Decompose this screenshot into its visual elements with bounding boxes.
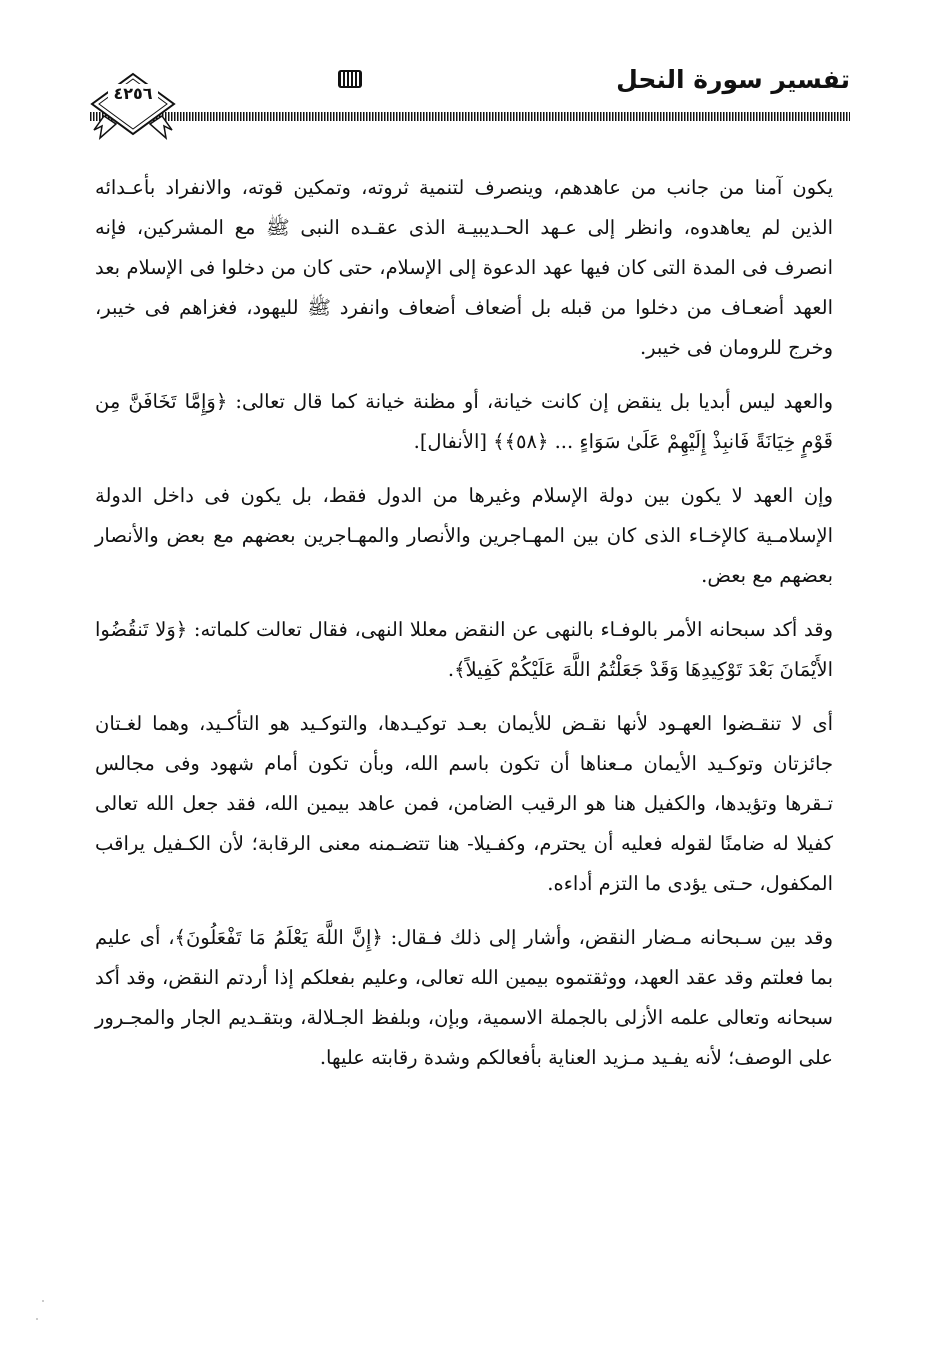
ornament-icon — [335, 66, 365, 92]
page-number: ٤٢٥٦ — [108, 84, 158, 104]
header-rule — [90, 112, 850, 121]
body-text — [95, 168, 833, 1092]
paragraph: وإن العهد لا يكون بين دولة الإسلام وغيرها من الدول فقط، بل يكون فى داخل الدولة الإسلامـية كالإخـاء الذى كان بين المهـاجرين والأنصار والمهـاجرين بعضهم مع بعض والأنصار بعضهم مع بعض. — [95, 484, 834, 587]
scan-speck — [36, 1318, 38, 1320]
paragraph: أى لا تنقـضوا العهـود لأنها نقـض للأيمان بعـد توكيـدها، والتوكـيد هو التأكـيد، وهما لغـتان جائزتان وتوكـيد الأيمان مـعناها أن تكون باسم الله، وبأن تكون أمام شهود وفى مجالس تـقرها وتؤيدها، والكفيل هنا هو الرقيب الضامن، فمن عاهد بيمين الله، فقد جعل الله تعالى كفيلا له ضامنًا لقوله فعليه أن يحترم، وكفـيلا- هنا تتضـمنه معنى الرقابة؛ لأن الكـفيل يراقب المكفول، حـتى يؤدى ما التزم أداءه. — [95, 712, 833, 895]
page-header — [90, 62, 850, 142]
paragraph: والعهد ليس أبديا بل ينقض إن كانت خيانة، أو مظنة خيانة كما قال تعالى: ﴿وَإِمَّا تَخَافَنَّ مِن قَوْمٍ خِيَانَةً فَانبِذْ إِلَيْهِمْ عَلَىٰ سَوَاءٍ ... ﴿٥٨﴾﴾ [الأنفال]. — [95, 390, 833, 453]
running-title: تفسير سورة النحل — [616, 65, 850, 94]
paragraph: يكون آمنا من جانب من عاهدهم، وينصرف لتنمية ثروته، وتمكين قوته، والانفراد بأعـدائه الذين لم يعاهدوه، وانظر إلى عـهد الحـديبيـة الذى عقـده النبى ﷺ مع المشركين، فإنه انصرف فى المدة التى كان فيها عهد الدعوة إلى الإسلام، حتى كان من دخلوا فى الإسلام بعد العهد أضعـاف من دخلوا من قبله بل أضعاف أضعاف وانفرد ﷺ لليهود، فغزاهم فى خيبر، وخرج للرومان فى خيبر. — [95, 176, 833, 359]
page-number-frame-icon — [90, 72, 176, 144]
paragraph: وقد أكد سبحانه الأمر بالوفـاء بالنهى عن النقض معللا النهى، فقال تعالت كلماته: ﴿وَلا تَنقُضُوا الأَيْمَانَ بَعْدَ تَوْكِيدِهَا وَقَدْ جَعَلْتُمُ اللَّهَ عَلَيْكُمْ كَفِيلاً﴾. — [95, 618, 833, 681]
paragraph: وقد بين سـبحانه مـضار النقض، وأشار إلى ذلك فـقال: ﴿إِنَّ اللَّهَ يَعْلَمُ مَا تَفْعَلُونَ﴾، أى عليم بما فعلتم وقد عقد العهد، ووثقتموه بيمين الله تعالى، وعليم بفعلكم إذا أردتم النقض، وقد أكد سبحانه وتعالى علمه الأزلى بالجملة الاسمية، وبإن، وبلفظ الجـلالة، وبتقـديم الجار والمجـرور على الوصف؛ لأنه يفـيد مـزيد العناية بأفعالكم وشدة رقابته عليها. — [95, 926, 833, 1069]
scan-speck — [42, 1300, 44, 1302]
